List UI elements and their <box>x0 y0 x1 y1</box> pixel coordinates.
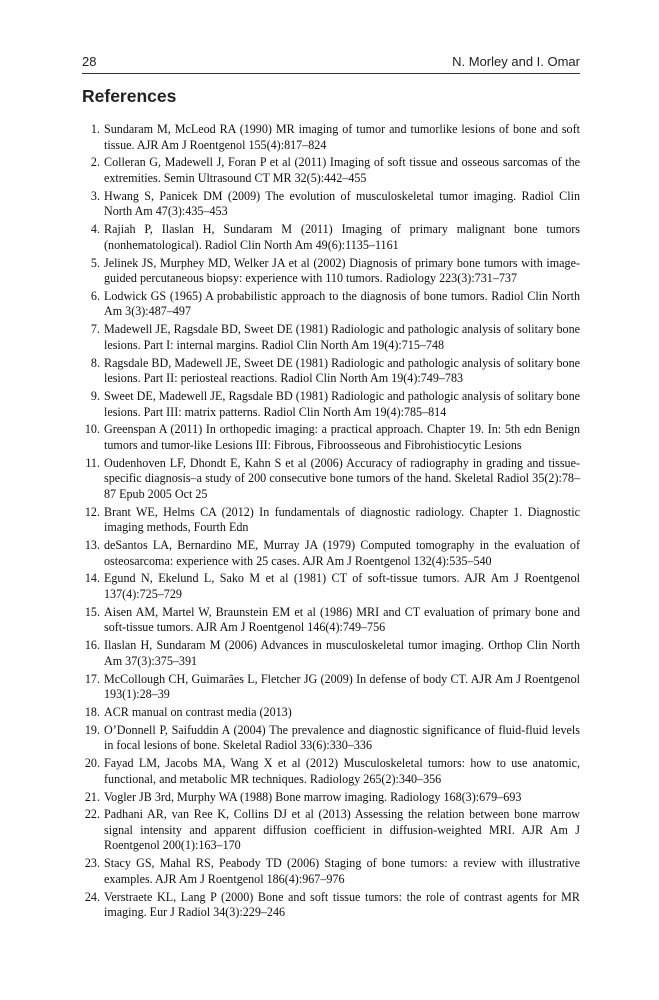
reference-item <box>82 155 580 186</box>
reference-number: 3. <box>90 188 100 203</box>
reference-item <box>82 389 580 420</box>
reference-item <box>82 256 580 287</box>
reference-number: 23. <box>84 856 100 871</box>
reference-number: 4. <box>90 222 100 237</box>
reference-item <box>82 289 580 320</box>
reference-item <box>82 723 580 754</box>
reference-number: 11. <box>85 455 100 470</box>
reference-text: Ragsdale BD, Madewell JE, Sweet DE (1981) Radiologic and pathologic analysis of solitary bone lesions. Part II: periosteal reactions. Radiol Clin North Am 19(4):749–783 <box>104 355 580 386</box>
reference-item <box>82 705 580 721</box>
reference-item <box>82 456 580 503</box>
reference-item <box>82 356 580 387</box>
reference-number: 2. <box>90 155 100 170</box>
reference-number: 21. <box>84 789 100 804</box>
reference-number: 13. <box>84 538 100 553</box>
reference-number: 24. <box>84 889 100 904</box>
reference-number: 22. <box>84 807 100 822</box>
reference-number: 20. <box>84 756 100 771</box>
reference-number: 9. <box>90 389 100 403</box>
reference-text: Madewell JE, Ragsdale BD, Sweet DE (1981) Radiologic and pathologic analysis of solitary bone lesions. Part I: internal margins. Radiol Clin North Am 19(4):715–748 <box>104 322 580 352</box>
reference-item <box>82 756 580 787</box>
running-header <box>82 52 580 72</box>
reference-item <box>82 122 580 153</box>
reference-number: 15. <box>84 604 100 619</box>
reference-item <box>82 856 580 887</box>
reference-text: Rajiah P, Ilaslan H, Sundaram M (2011) Imaging of primary malignant bone tumors (nonhematological). Radiol Clin North Am 49(6):1135–1161 <box>104 222 580 252</box>
reference-text: Brant WE, Helms CA (2012) In fundamentals of diagnostic radiology. Chapter 1. Diagnostic imaging methods, Fourth Edn <box>104 504 580 535</box>
running-header-authors: N. Morley and I. Omar <box>452 54 580 69</box>
reference-text: Egund N, Ekelund L, Sako M et al (1981) CT of soft-tissue tumors. AJR Am J Roentgenol 137(4):725–729 <box>104 571 580 602</box>
reference-item <box>82 222 580 253</box>
reference-number: 14. <box>84 571 100 586</box>
reference-text: Sweet DE, Madewell JE, Ragsdale BD (1981) Radiologic and pathologic analysis of solitary bone lesions. Part III: matrix patterns. Radiol Clin North Am 19(4):785–814 <box>104 389 580 419</box>
reference-item <box>82 605 580 636</box>
reference-number: 10. <box>84 422 100 437</box>
reference-item <box>82 638 580 669</box>
reference-number: 6. <box>90 288 100 303</box>
reference-item <box>82 807 580 854</box>
reference-number: 16. <box>84 638 100 653</box>
reference-item <box>82 422 580 453</box>
reference-text: Aisen AM, Martel W, Braunstein EM et al (1986) MRI and CT evaluation of primary bone and soft-tissue tumors. AJR Am J Roentgenol 146(4):749–756 <box>104 604 580 635</box>
page-number: 28 <box>82 54 97 69</box>
reference-text: Fayad LM, Jacobs MA, Wang X et al (2012) Musculoskeletal tumors: how to use anatomic, functional, and metabolic MR techniques. Radiology 265(2):340–356 <box>104 756 580 786</box>
reference-item <box>82 571 580 602</box>
reference-text: Colleran G, Madewell J, Foran P et al (2011) Imaging of soft tissue and osseous sarcomas of the extremities. Semin Ultrasound CT MR 32(5):442–455 <box>104 155 580 185</box>
reference-text: Greenspan A (2011) In orthopedic imaging: a practical approach. Chapter 19. In: 5th edn Benign tumors and tumor-like Lesions III: Fibrous, Fibroosseous and Fibrohistiocytic Lesions <box>104 422 580 452</box>
reference-number: 5. <box>90 255 100 270</box>
reference-text: ACR manual on contrast media (2013) <box>104 704 292 719</box>
reference-text: Sundaram M, McLeod RA (1990) MR imaging of tumor and tumorlike lesions of bone and soft tissue. AJR Am J Roentgenol 155(4):817–824 <box>104 122 580 152</box>
reference-item <box>82 538 580 569</box>
reference-number: 18. <box>84 704 100 719</box>
reference-text: Padhani AR, van Ree K, Collins DJ et al (2013) Assessing the relation between bone marrow signal intensity and apparent diffusion coefficient in diffusion-weighted MRI. AJR Am J Roentgenol 200(1):163–170 <box>104 807 580 853</box>
reference-number: 17. <box>84 671 100 686</box>
reference-text: Jelinek JS, Murphey MD, Welker JA et al (2002) Diagnosis of primary bone tumors with image-guided percutaneous biopsy: experience with 110 tumors. Radiology 223(3):731–737 <box>104 255 580 286</box>
reference-text: Vogler JB 3rd, Murphy WA (1988) Bone marrow imaging. Radiology 168(3):679–693 <box>104 789 522 804</box>
reference-item <box>82 322 580 353</box>
reference-list <box>82 122 580 923</box>
reference-text: O’Donnell P, Saifuddin A (2004) The prevalence and diagnostic significance of fluid-fluid levels in focal lesions of bone. Skeletal Radiol 33(6):330–336 <box>104 722 580 753</box>
reference-number: 1. <box>90 122 100 136</box>
reference-text: Lodwick GS (1965) A probabilistic approach to the diagnosis of bone tumors. Radiol Clin North Am 3(3):487–497 <box>104 288 580 319</box>
reference-text: Verstraete KL, Lang P (2000) Bone and soft tissue tumors: the role of contrast agents for MR imaging. Eur J Radiol 34(3):229–246 <box>104 889 580 920</box>
reference-item <box>82 672 580 703</box>
reference-text: Oudenhoven LF, Dhondt E, Kahn S et al (2006) Accuracy of radiography in grading and tissue-specific diagnosis–a study of 200 consecutive bone tumors of the hand. Skeletal Radiol 35(2):78–87 Epub 2005 Oct 25 <box>104 455 580 501</box>
reference-item <box>82 189 580 220</box>
reference-text: McCollough CH, Guimarães L, Fletcher JG (2009) In defense of body CT. AJR Am J Roentgenol 193(1):28–39 <box>104 671 580 702</box>
reference-number: 12. <box>84 504 100 519</box>
header-rule <box>82 73 580 74</box>
reference-text: Ilaslan H, Sundaram M (2006) Advances in musculoskeletal tumor imaging. Orthop Clin North Am 37(3):375–391 <box>104 638 580 668</box>
reference-text: Stacy GS, Mahal RS, Peabody TD (2006) Staging of bone tumors: a review with illustrative examples. AJR Am J Roentgenol 186(4):967–976 <box>104 856 580 886</box>
section-title: References <box>82 86 177 106</box>
reference-number: 8. <box>90 355 100 370</box>
reference-number: 19. <box>84 722 100 737</box>
reference-item <box>82 505 580 536</box>
reference-number: 7. <box>90 322 100 337</box>
reference-item <box>82 890 580 921</box>
reference-text: Hwang S, Panicek DM (2009) The evolution of musculoskeletal tumor imaging. Radiol Clin North Am 47(3):435–453 <box>104 188 580 219</box>
reference-text: deSantos LA, Bernardino ME, Murray JA (1979) Computed tomography in the evaluation of osteosarcoma: experience with 25 cases. AJR Am J Roentgenol 132(4):535–540 <box>104 538 580 568</box>
reference-item <box>82 790 580 806</box>
